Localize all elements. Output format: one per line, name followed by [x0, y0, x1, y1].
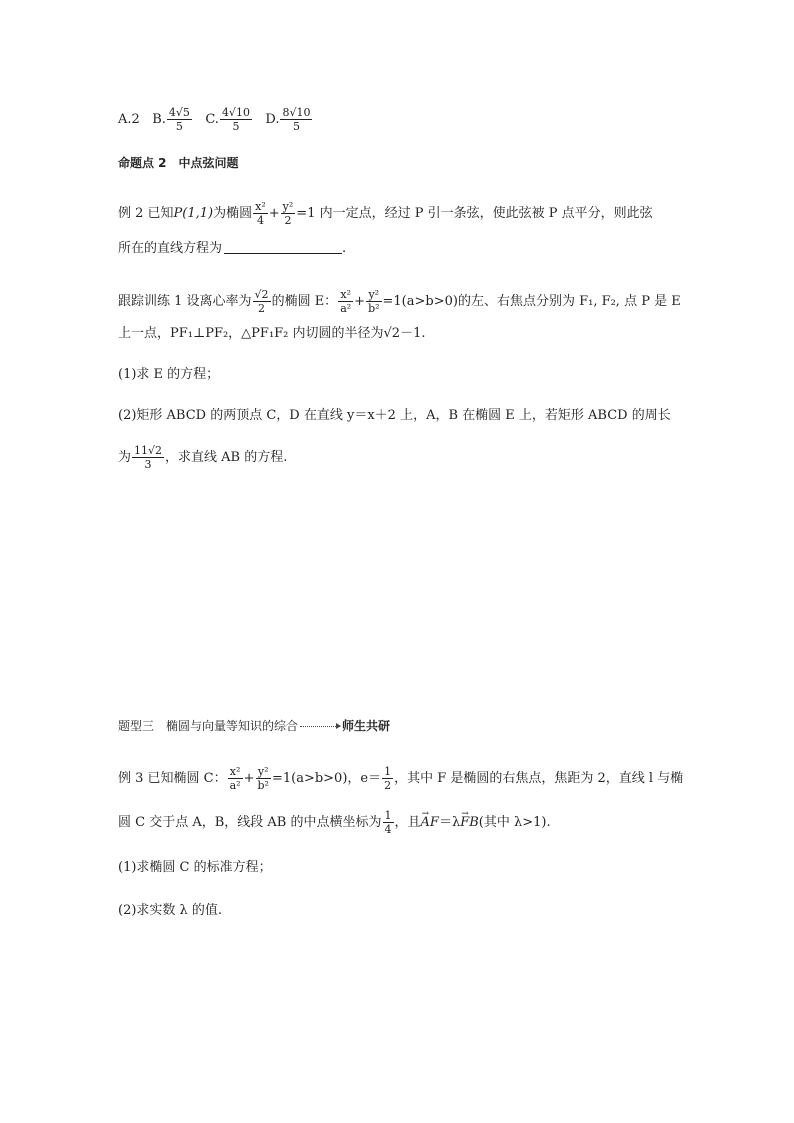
example-2-line-2: 所在的直线方程为 .	[118, 241, 347, 256]
option-b-label: B.	[152, 112, 166, 127]
eccentricity-fraction: $\frac{√2}{2}$	[254, 288, 269, 315]
example-3-fraction-y: $\frac{\text{y²}}{\text{b²}}$	[257, 765, 269, 792]
option-c-fraction: $\frac{4√10}{5}$	[221, 106, 250, 133]
perimeter-fraction: $\frac{11√2}{3}$	[134, 444, 163, 471]
training-1-question-2-cont: 为 $\frac{11√2}{3}$ ，求直线 AB 的方程.	[118, 444, 288, 471]
example-2-fraction-y: $\frac{\text{y²}}{2}$	[282, 200, 294, 227]
training-1-question-1: (1)求 E 的方程；	[118, 367, 220, 382]
training-1-question-2: (2)矩形 ABCD 的两顶点 C，D 在直线 y＝x＋2 上，A，B 在椭圆 E 上，若矩形 ABCD 的周长	[118, 408, 671, 423]
section-heading-midpoint-chord: 命题点 2 中点弦问题	[118, 156, 239, 170]
training-1-fraction-y: $\frac{\text{y²}}{\text{b²}}$	[368, 288, 380, 315]
option-b-fraction: $\frac{4√5}{5}$	[168, 106, 190, 133]
option-c-label: C.	[205, 112, 219, 127]
example-2-fraction-x: $\frac{\text{x²}}{4}$	[255, 200, 266, 227]
section-heading-ellipse-vector: 题型三 椭圆与向量等知识的综合 师生共研	[118, 719, 391, 733]
example-3-fraction-x: $\frac{\text{x²}}{\text{a²}}$	[229, 765, 241, 792]
example-3-question-2: (2)求实数 λ 的值.	[118, 903, 223, 918]
example-3-question-1: (1)求椭圆 C 的标准方程；	[118, 860, 272, 875]
vector-fb: → FB	[460, 815, 479, 830]
example-3-line-2: 圆 C 交于点 A，B，线段 AB 的中点横坐标为 $\frac{1}{4}$ ，且→ AF＝λ→ FB(其中 λ>1).	[118, 809, 551, 836]
training-1-line-1: 跟踪训练 1 设离心率为 $\frac{√2}{2}$ 的椭圆 E： $\frac{\text{x²}}{\text{a²}}$ + $\frac{\text{y²}}{\text{b²}}$ =1(a>b>0)的左、右焦点分别为 F₁, F₂, 点 P 是 E	[118, 288, 681, 315]
answer-options	[118, 106, 313, 133]
training-1-fraction-x: $\frac{\text{x²}}{\text{a²}}$	[340, 288, 352, 315]
option-a: A.2	[118, 112, 140, 127]
option-d-fraction: $\frac{8√10}{5}$	[282, 106, 311, 133]
option-d-label: D.	[265, 112, 280, 127]
example-3-line-1: 例 3 已知椭圆 C： $\frac{\text{x²}}{\text{a²}}$ + $\frac{\text{y²}}{\text{b²}}$ =1(a>b>0)，e＝ $\frac{1}{2}$ ，其中 F 是椭圆的右焦点，焦距为 2，直线 l 与椭	[118, 765, 684, 792]
example-2-line-1: 例 2 已知P(1,1)为椭圆 $\frac{\text{x²}}{4}$ + $\frac{\text{y²}}{2}$ =1 内一定点，经过 P 引一条弦，使此弦被 P 点平分，则此弦	[118, 200, 653, 227]
example-3-eccentricity: $\frac{1}{2}$	[384, 765, 392, 792]
arrow-icon	[300, 726, 340, 727]
section-tag: 师生共研	[342, 719, 391, 733]
answer-blank[interactable]	[224, 239, 342, 254]
training-1-line-2: 上一点，PF₁⊥PF₂，△PF₁F₂ 内切圆的半径为√2－1.	[118, 326, 426, 341]
vector-af: → AF	[421, 815, 439, 830]
midpoint-x-fraction: $\frac{1}{4}$	[384, 809, 392, 836]
